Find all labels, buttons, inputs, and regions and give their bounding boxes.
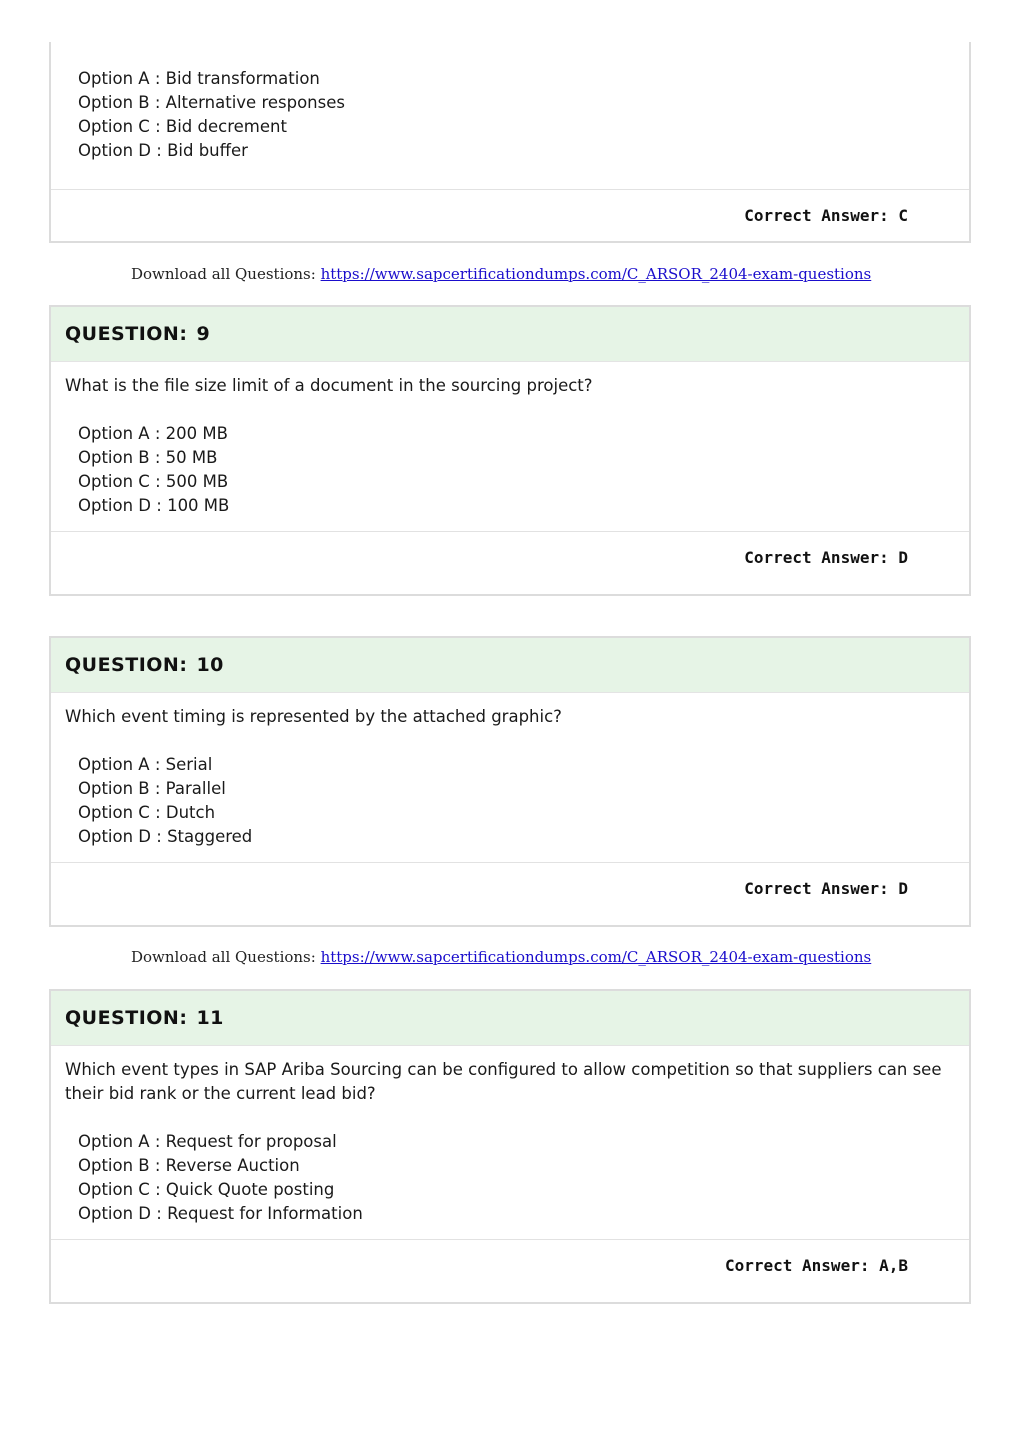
question-number: 9: [196, 323, 211, 345]
question-number: 10: [196, 654, 224, 676]
option-d: Option D : Request for Information: [78, 1204, 363, 1223]
option-d: Option D : Bid buffer: [78, 141, 248, 160]
option-list: [65, 422, 955, 518]
question-card: [49, 636, 971, 927]
question-header: [51, 991, 969, 1046]
download-prefix: Download all Questions:: [131, 265, 321, 283]
question-card: [49, 989, 971, 1304]
question-header: [51, 638, 969, 693]
question-body: [51, 362, 969, 532]
option-a: Option A : Bid transformation: [78, 69, 320, 88]
option-b: Option B : 50 MB: [78, 448, 218, 467]
question-card-partial: [49, 42, 971, 243]
question-label: QUESTION:: [65, 323, 188, 345]
option-a: Option A : 200 MB: [78, 424, 228, 443]
question-body: [51, 42, 969, 190]
question-card: [49, 305, 971, 596]
download-line: [131, 265, 871, 283]
correct-answer: Correct Answer: C: [744, 205, 908, 225]
option-b: Option B : Parallel: [78, 779, 226, 798]
question-text: Which event timing is represented by the attached graphic?: [65, 707, 562, 726]
option-list: [65, 753, 955, 849]
option-d: Option D : 100 MB: [78, 496, 230, 515]
download-line: [131, 948, 871, 966]
question-header: [51, 307, 969, 362]
correct-answer: Correct Answer: D: [744, 547, 908, 567]
option-a: Option A : Serial: [78, 755, 213, 774]
question-text: What is the file size limit of a document in the sourcing project?: [65, 376, 593, 395]
correct-answer: Correct Answer: D: [744, 878, 908, 898]
option-list: [65, 67, 955, 163]
question-label: QUESTION:: [65, 654, 188, 676]
option-c: Option C : Bid decrement: [78, 117, 287, 136]
question-number: 11: [196, 1007, 224, 1029]
option-b: Option B : Alternative responses: [78, 93, 345, 112]
option-c: Option C : Quick Quote posting: [78, 1180, 335, 1199]
option-a: Option A : Request for proposal: [78, 1132, 337, 1151]
download-link[interactable]: https://www.sapcertificationdumps.com/C_ARSOR_2404-exam-questions: [320, 948, 872, 966]
option-d: Option D : Staggered: [78, 827, 253, 846]
download-link[interactable]: https://www.sapcertificationdumps.com/C_ARSOR_2404-exam-questions: [320, 265, 872, 283]
option-list: [65, 1130, 955, 1226]
question-body: [51, 1046, 969, 1240]
option-b: Option B : Reverse Auction: [78, 1156, 300, 1175]
question-body: [51, 693, 969, 863]
download-prefix: Download all Questions:: [131, 948, 321, 966]
question-label: QUESTION:: [65, 1007, 188, 1029]
option-c: Option C : 500 MB: [78, 472, 229, 491]
correct-answer: Correct Answer: A,B: [724, 1255, 908, 1275]
option-c: Option C : Dutch: [78, 803, 216, 822]
question-text: Which event types in SAP Ariba Sourcing can be configured to allow competition so that suppliers can see their bid rank or the current lead bid?: [65, 1060, 942, 1103]
